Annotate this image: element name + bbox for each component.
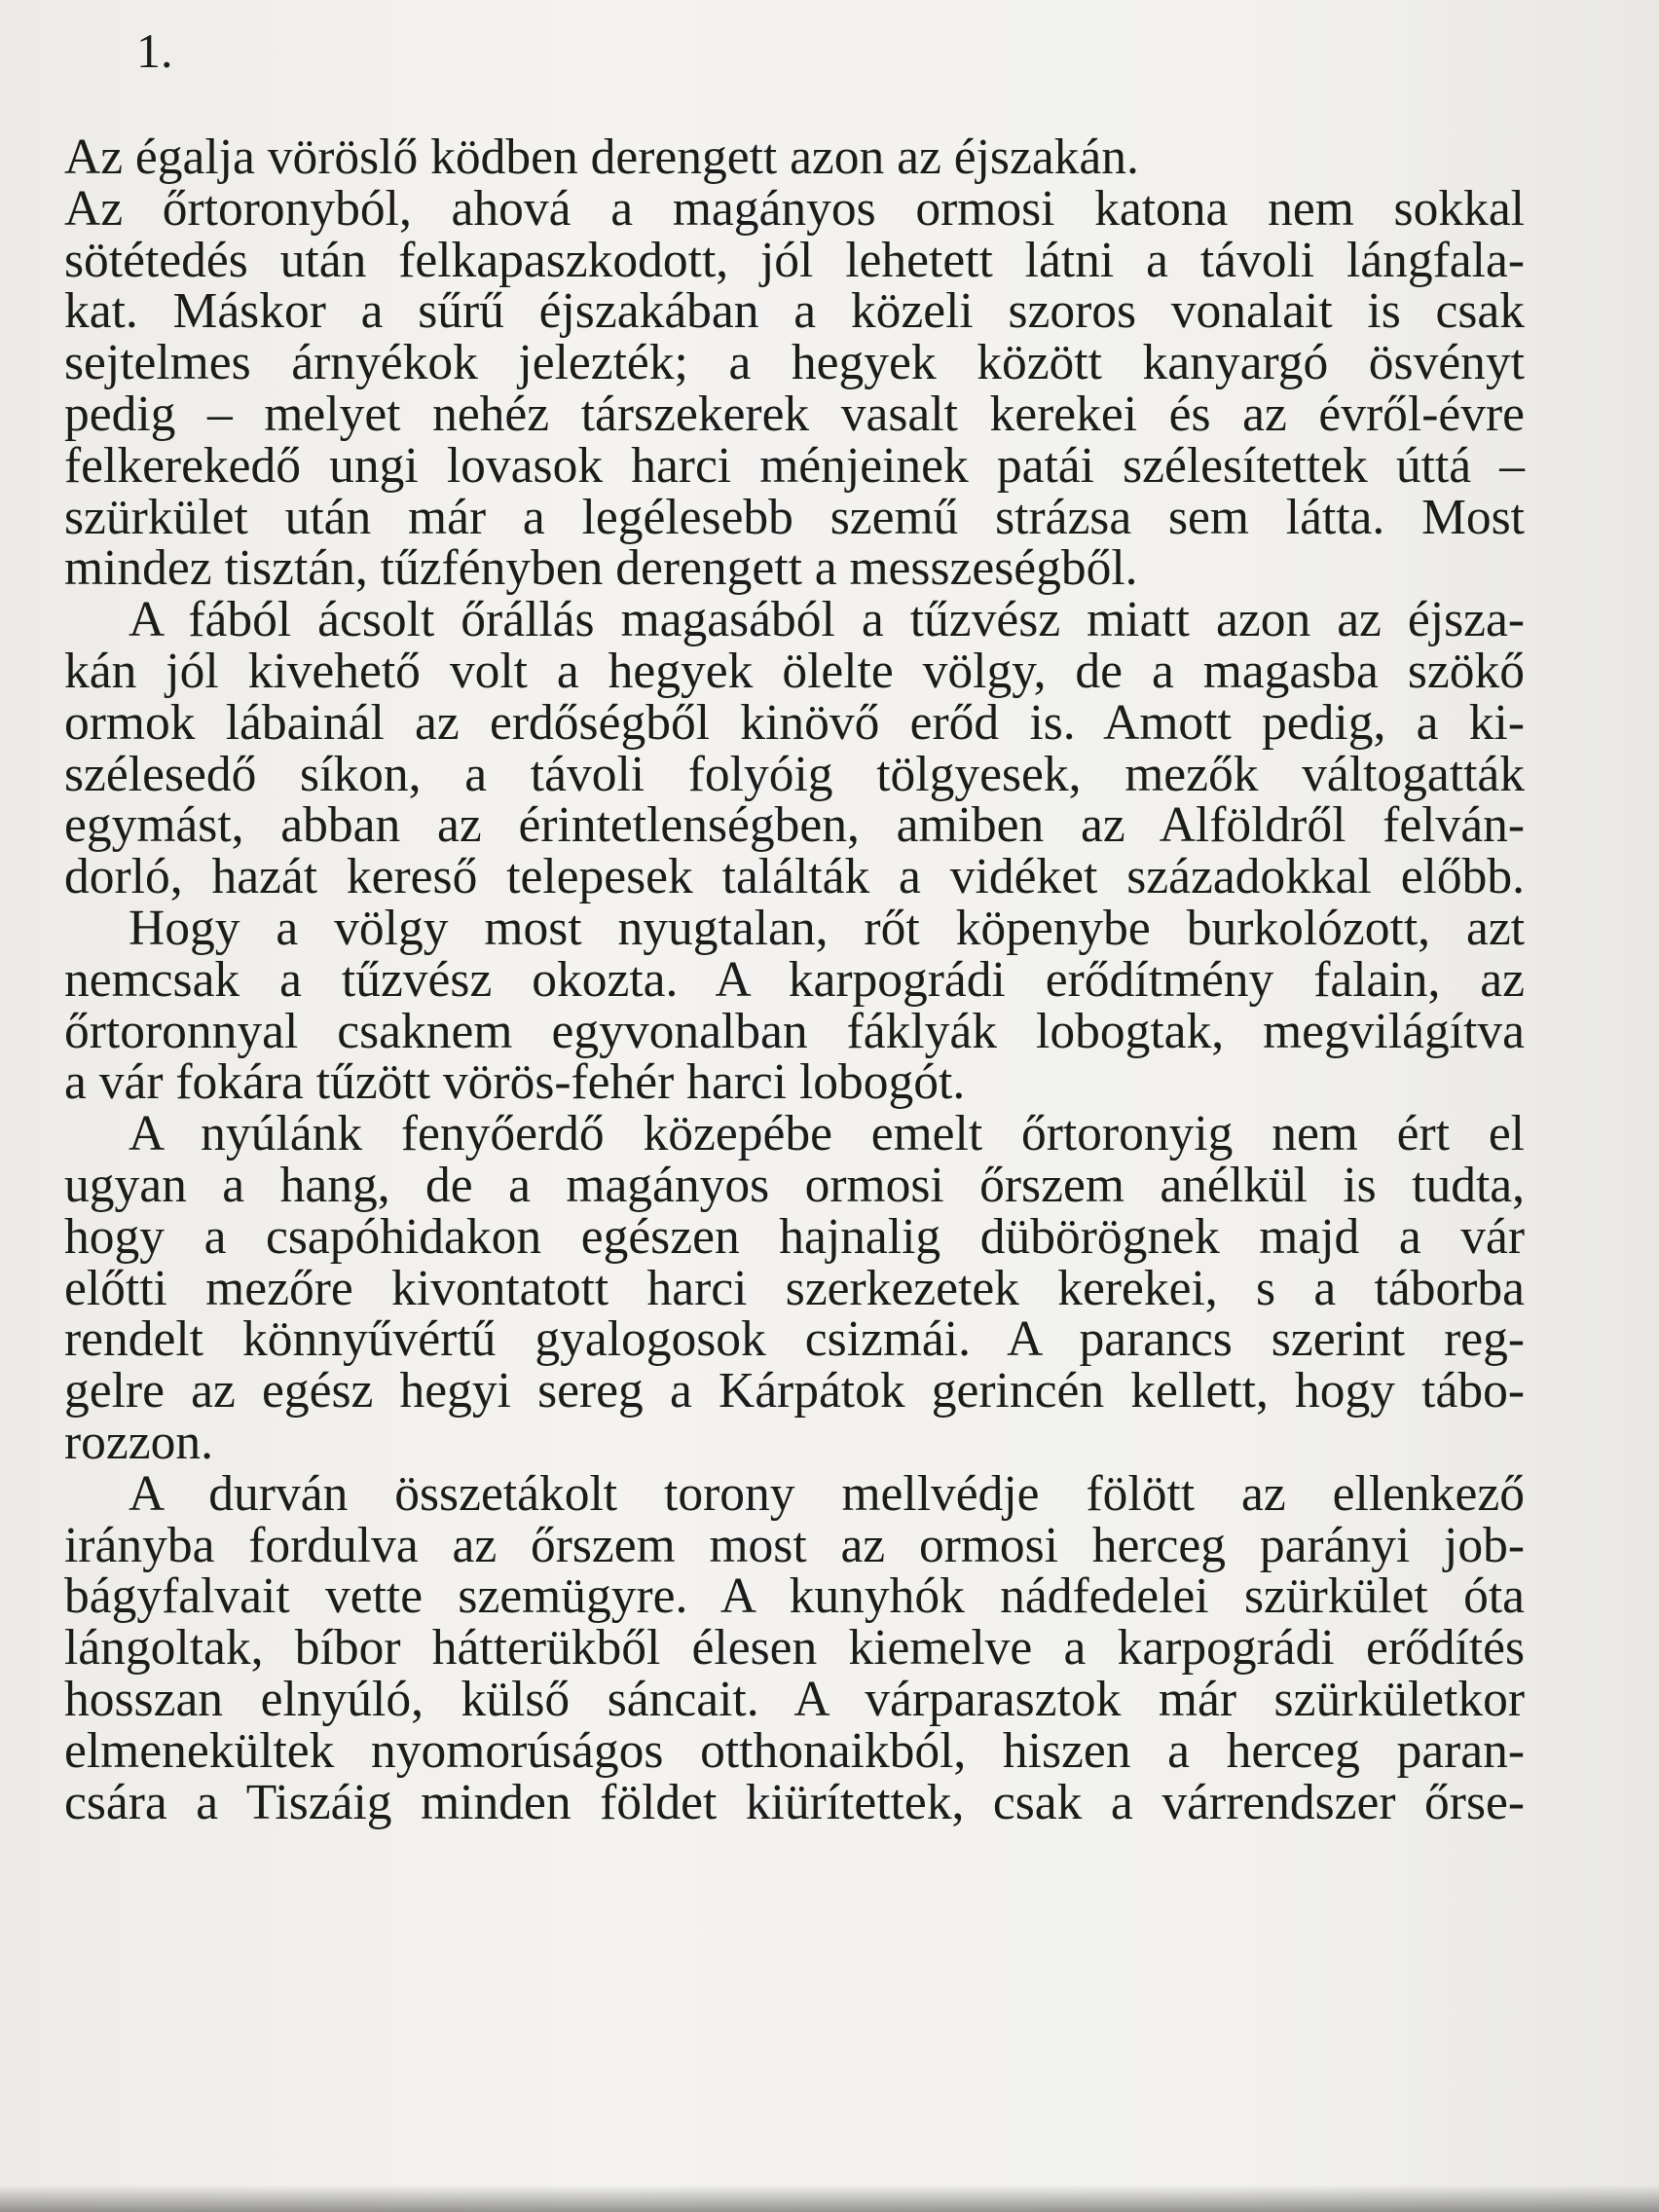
text-line: nemcsak a tűzvész okozta. A karpográdi erődítmény falain, az — [64, 951, 1525, 1008]
text-line: szürkület után már a legélesebb szemű strázsa sem látta. Most — [64, 489, 1525, 545]
text-line: elmenekültek nyomorúságos otthonaikból, hiszen a herceg paran- — [64, 1722, 1525, 1779]
paragraph-3 — [64, 592, 1525, 905]
text-line: A fából ácsolt őrállás magasából a tűzvész miatt azon az éjsza- — [129, 592, 1525, 648]
text-line: rozzon. — [64, 1414, 213, 1470]
text-line: ormok lábainál az erdőségből kinövő erőd is. Amott pedig, a ki- — [64, 694, 1525, 751]
paragraph-5 — [64, 1106, 1525, 1470]
text-line: mindez tisztán, tűzfényben derengett a messzeségből. — [64, 540, 1138, 597]
text-line: felkerekedő ungi lovasok harci ménjeinek patái szélesítettek úttá – — [64, 437, 1525, 494]
text-line: a vár fokára tűzött vörös-fehér harci lobogót. — [64, 1054, 966, 1111]
text-line: kán jól kivehető volt a hegyek ölelte völgy, de a magasba szökő — [64, 643, 1525, 699]
text-line: sejtelmes árnyékok jelezték; a hegyek között kanyargó ösvényt — [64, 335, 1525, 391]
page-bottom-shadow — [0, 2185, 1659, 2212]
text-line: dorló, hazát kereső telepesek találták a vidéket századokkal előbb. — [64, 849, 1525, 905]
text-line: csára a Tiszáig minden földet kiürítettek, csak a várrendszer őrse- — [64, 1774, 1525, 1830]
text-line: szélesedő síkon, a távoli folyóig tölgyesek, mezők váltogatták — [64, 746, 1525, 802]
text-line: Hogy a völgy most nyugtalan, rőt köpenybe burkolózott, azt — [129, 900, 1525, 956]
text-line: A nyúlánk fenyőerdő közepébe emelt őrtoronyig nem ért el — [129, 1106, 1525, 1162]
paragraph-1 — [64, 129, 1525, 185]
text-line: irányba fordulva az őrszem most az ormosi herceg parányi job- — [64, 1517, 1525, 1573]
text-line: előtti mezőre kivontatott harci szerkezetek kerekei, s a táborba — [64, 1260, 1525, 1316]
text-line: ugyan a hang, de a magányos ormosi őrszem anélkül is tudta, — [64, 1157, 1525, 1213]
text-line: pedig – melyet nehéz társzekerek vasalt kerekei és az évről-évre — [64, 386, 1525, 442]
text-line: őrtoronnyal csaknem egyvonalban fáklyák lobogtak, megvilágítva — [64, 1003, 1525, 1059]
text-line: rendelt könnyűvértű gyalogosok csizmái. A parancs szerint reg- — [64, 1311, 1525, 1368]
text-line: bágyfalvait vette szemügyre. A kunyhók nádfedelei szürkület óta — [64, 1568, 1525, 1625]
page-number: 1. — [136, 23, 173, 78]
text-line: lángoltak, bíbor hátterükből élesen kiemelve a karpográdi erődítés — [64, 1620, 1525, 1677]
body-text — [64, 129, 1525, 1830]
text-line: Az égalja vöröslő ködben derengett azon az éjszakán. — [64, 129, 1139, 185]
paragraph-4 — [64, 900, 1525, 1111]
text-line: kat. Máskor a sűrű éjszakában a közeli szoros vonalait is csak — [64, 283, 1525, 340]
text-line: hosszan elnyúló, külső sáncait. A várparasztok már szürkületkor — [64, 1671, 1525, 1727]
text-line: sötétedés után felkapaszkodott, jól lehetett látni a távoli lángfala- — [64, 232, 1525, 288]
text-line: egymást, abban az érintetlenségben, amiben az Alföldről felván- — [64, 797, 1525, 854]
text-line: Az őrtoronyból, ahová a magányos ormosi katona nem sokkal — [64, 180, 1525, 237]
paragraph-6 — [64, 1465, 1525, 1830]
paragraph-2 — [64, 180, 1525, 597]
text-line: hogy a csapóhidakon egészen hajnalig dübörögnek majd a vár — [64, 1208, 1525, 1265]
text-line: A durván összetákolt torony mellvédje fölött az ellenkező — [129, 1465, 1525, 1522]
text-line: gelre az egész hegyi sereg a Kárpátok gerincén kellett, hogy tábo- — [64, 1363, 1525, 1419]
